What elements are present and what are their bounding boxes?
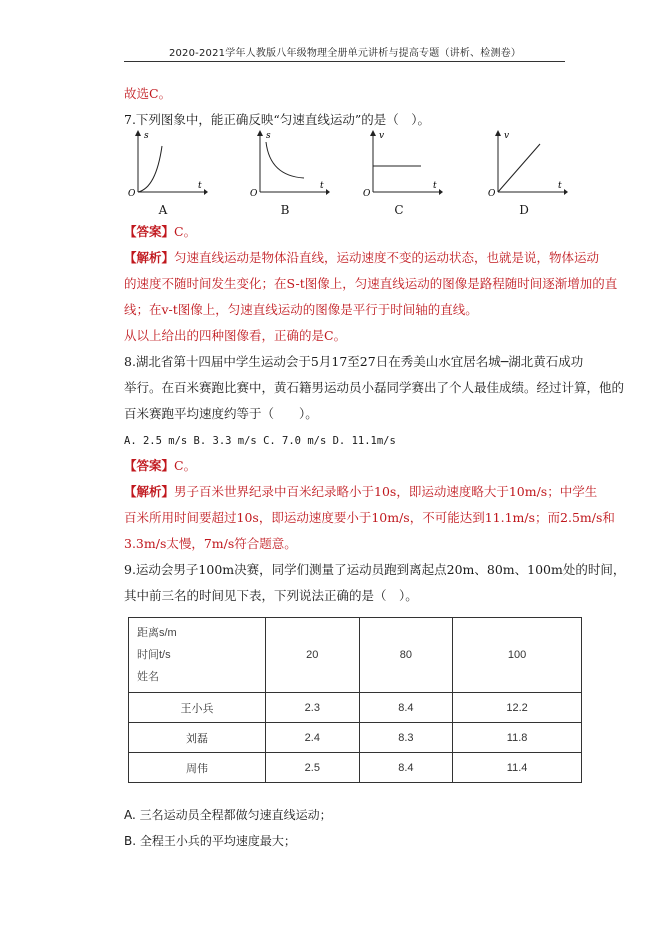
q8-answer-value: C。	[174, 458, 197, 473]
table-header-row	[129, 618, 582, 693]
q9-option-a: A. 三名运动员全程都做匀速直线运动；	[124, 808, 332, 822]
table-row	[129, 693, 582, 723]
header-name-label: 姓名	[137, 671, 159, 683]
q8-options: A. 2.5 m/s B. 3.3 m/s C. 7.0 m/s D. 11.1m/s	[124, 435, 396, 447]
q8-analysis-tag: 【解析】	[124, 484, 175, 499]
q7-analysis-tag: 【解析】	[124, 250, 175, 265]
runner-name: 周伟	[129, 753, 266, 783]
q7-answer	[124, 224, 196, 240]
graph-b-letter: B	[280, 203, 290, 217]
graph-d-origin: O	[488, 189, 496, 198]
graph-c-x-label: t	[433, 181, 437, 191]
q8-stem-line-2: 举行。在百米赛跑比赛中，黄石籍男运动员小磊同学赛出了个人最佳成绩。经过计算，他的	[124, 380, 625, 395]
graph-a	[128, 128, 208, 198]
distance-header: 100	[453, 618, 582, 693]
graph-c	[363, 128, 443, 198]
graph-d	[488, 128, 568, 198]
header-distance-label: 距离s/m	[137, 627, 177, 639]
q7-analysis-line-2: 的速度不随时间发生变化；在S-t图像上，匀速直线运动的图像是路程随时间逐渐增加的直	[124, 276, 618, 291]
q7-answer-tag: 【答案】	[124, 224, 175, 239]
graph-b-x-label: t	[320, 181, 324, 191]
graph-c-origin: O	[363, 189, 371, 198]
q8-answer	[124, 458, 196, 474]
graph-a-origin: O	[128, 189, 136, 198]
time-cell: 2.3	[266, 693, 360, 723]
q9-stem-line-2: 其中前三名的时间见下表，下列说法正确的是（ ）。	[124, 588, 418, 603]
runner-name: 王小兵	[129, 693, 266, 723]
time-cell: 12.2	[453, 693, 582, 723]
time-cell: 8.4	[359, 693, 453, 723]
q7-analysis-text-1: 匀速直线运动是物体沿直线，运动速度不变的运动状态，也就是说，物体运动	[174, 250, 600, 265]
table-row	[129, 723, 582, 753]
q7-stem: 7.下列图象中，能正确反映“匀速直线运动”的是（ ）。	[124, 112, 430, 127]
graph-a-letter: A	[158, 203, 168, 217]
time-cell: 11.4	[453, 753, 582, 783]
q9-stem-line-1: 9.运动会男子100m决赛，同学们测量了运动员跑到离起点20m、80m、100m处的时间，	[124, 562, 626, 577]
graph-d-y-label: v	[504, 131, 510, 141]
q7-analysis-line-3: 线；在v-t图像上，匀速直线运动的图像是平行于时间轴的直线。	[124, 302, 478, 317]
graph-b	[250, 128, 330, 198]
table-row	[129, 753, 582, 783]
time-cell: 2.5	[266, 753, 360, 783]
distance-header: 80	[359, 618, 453, 693]
q8-analysis-text-1: 男子百米世界纪录中百米纪录略小于10s，即运动速度略大于10m/s；中学生	[174, 484, 598, 499]
q8-stem-line-1: 8.湖北省第十四届中学生运动会于5月17至27日在秀美山水宜居名城─湖北黄石成功	[124, 354, 584, 369]
q7-conclusion: 从以上给出的四种图像看，正确的是C。	[124, 328, 347, 343]
q8-answer-tag: 【答案】	[124, 458, 175, 473]
runner-name: 刘磊	[129, 723, 266, 753]
graph-a-x-label: t	[198, 181, 202, 191]
q7-analysis-line-1	[124, 250, 599, 266]
time-cell: 11.8	[453, 723, 582, 753]
graph-d-letter: D	[519, 203, 529, 217]
q8-stem-line-3: 百米赛跑平均速度约等于（ ）。	[124, 406, 318, 421]
q7-answer-value: C。	[174, 224, 197, 239]
q9-data-table	[128, 617, 582, 783]
time-cell: 2.4	[266, 723, 360, 753]
graph-c-y-label: v	[379, 131, 385, 141]
graph-b-origin: O	[250, 189, 258, 198]
q8-analysis-line-2: 百米所用时间要超过10s，即运动速度要小于10m/s，不可能达到11.1m/s；而2.5m/s和	[124, 510, 615, 525]
graph-c-letter: C	[394, 203, 404, 217]
graph-a-y-label: s	[144, 131, 149, 141]
distance-header: 20	[266, 618, 360, 693]
page-header: 2020-2021学年人教版八年级物理全册单元讲析与提高专题（讲析、检测卷）	[168, 48, 522, 59]
header-time-label: 时间t/s	[137, 649, 171, 661]
q9-option-b: B. 全程王小兵的平均速度最大；	[124, 834, 296, 848]
graph-d-x-label: t	[558, 181, 562, 191]
table-header-labels	[129, 618, 266, 693]
q8-analysis-line-1	[124, 484, 597, 500]
time-cell: 8.3	[359, 723, 453, 753]
header-rule	[124, 61, 565, 62]
previous-answer: 故选C。	[124, 86, 172, 101]
q8-analysis-line-3: 3.3m/s太慢，7m/s符合题意。	[124, 536, 297, 551]
graph-b-y-label: s	[266, 131, 271, 141]
time-cell: 8.4	[359, 753, 453, 783]
